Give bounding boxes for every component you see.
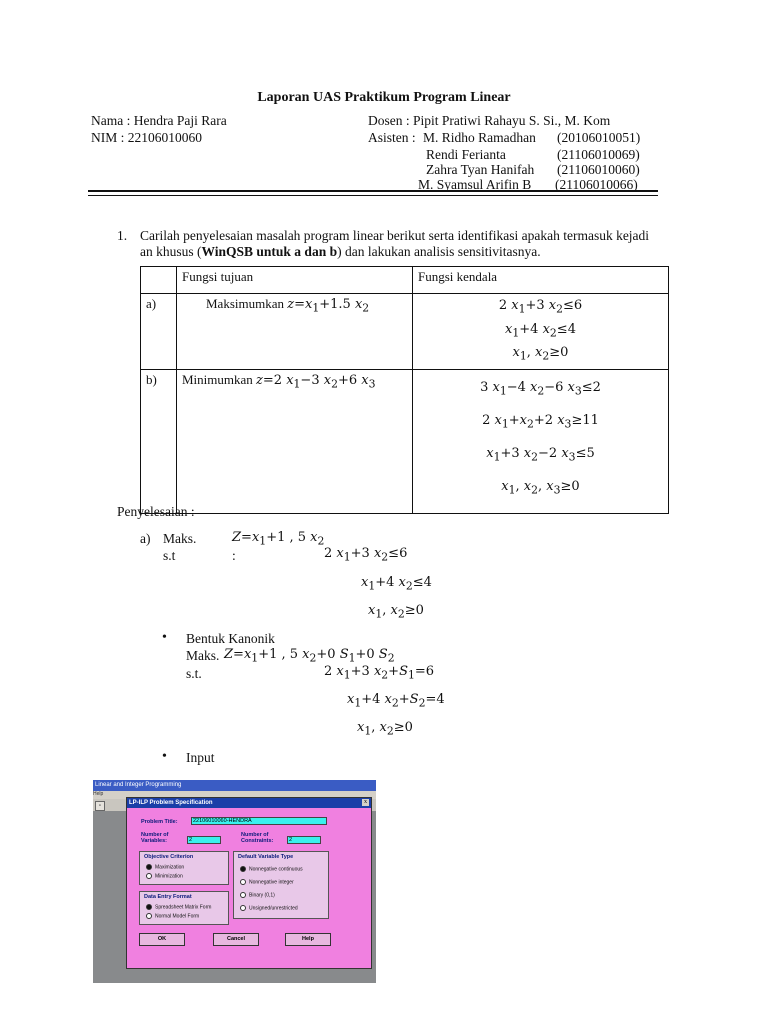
row-a-constraints: 2 $x_1+3$ $x_2\le 6$ $x_1+4$ $x_2\le 4$ $x_1$, $x_2\ge 0$ xyxy=(413,294,669,370)
menu-bar[interactable]: Help xyxy=(93,791,376,799)
problem-title-label: Problem Title: xyxy=(141,819,178,825)
question-line-1: Carilah penyelesaian masalah program linear berikut serta identifikasi apakah termasuk kejadi xyxy=(140,228,650,243)
canonical-constraint-1: 2 $x_1+3$ $x_2+S_1=6$ xyxy=(324,664,435,682)
radio-binary[interactable]: Binary (0,1) xyxy=(240,892,275,898)
dialog-title: LP-ILP Problem Specification xyxy=(127,798,371,808)
part-a-label: a) xyxy=(140,531,151,546)
radio-icon xyxy=(240,892,246,898)
table-corner xyxy=(141,267,177,294)
data-entry-label: Data Entry Format xyxy=(144,894,192,900)
num-constraints-label: Number of Constraints: xyxy=(241,832,274,844)
question-number: 1. xyxy=(117,228,128,243)
help-button[interactable]: Help xyxy=(285,933,331,946)
header-rule-thick xyxy=(88,190,658,192)
document-title: Laporan UAS Praktikum Program Linear xyxy=(257,90,511,105)
bullet-input: Input xyxy=(186,750,215,765)
student-nim: NIM : 22106010060 xyxy=(91,130,202,145)
problem-table xyxy=(140,266,669,514)
radio-nonneg-continuous[interactable]: Nonnegative continuous xyxy=(240,866,303,872)
bullet-canonical: Bentuk Kanonik xyxy=(186,631,275,646)
assistant-name: M. Syamsul Arifin B xyxy=(418,177,532,192)
constraint-2: $x_1+4$ $x_2\le 4$ xyxy=(361,575,432,593)
radio-selected-icon xyxy=(146,904,152,910)
canonical-nonneg: $x_1$, $x_2\ge 0$ xyxy=(357,720,413,738)
row-a-objective: Maksimumkan $z=x_1+1.5$ $x_2$ xyxy=(177,294,413,370)
cancel-button[interactable]: Cancel xyxy=(213,933,259,946)
st-colon: : xyxy=(232,548,236,563)
lecturer: Dosen : Pipit Pratiwi Rahayu S. Si., M. Kom xyxy=(368,113,611,128)
radio-icon xyxy=(240,879,246,885)
header-objective: Fungsi tujuan xyxy=(177,267,413,294)
close-icon[interactable]: x xyxy=(364,799,367,805)
num-variables-label: Number of Variables: xyxy=(141,832,169,844)
problem-title-input[interactable]: 22106010060-HENDRA xyxy=(191,817,327,825)
radio-minimization[interactable]: Minimization xyxy=(146,873,183,879)
objective-canonical: $Z=x_1+1$ , 5 $x_2+0$ $S_1+0$ $S_2$ xyxy=(224,647,395,665)
num-variables-input[interactable]: 2 xyxy=(187,836,221,844)
radio-spreadsheet[interactable]: Spreadsheet Matrix Form xyxy=(146,904,211,910)
st-label-2: s.t. xyxy=(186,666,202,681)
radio-icon xyxy=(240,905,246,911)
assistant-name: Rendi Ferianta xyxy=(426,147,506,162)
maks-label-2: Maks. xyxy=(186,648,220,663)
radio-maximization[interactable]: Maximization xyxy=(146,864,184,870)
solution-heading: Penyelesaian : xyxy=(117,504,195,519)
radio-nonneg-integer[interactable]: Nonnegative integer xyxy=(240,879,294,885)
bullet-icon: • xyxy=(162,749,167,764)
student-name: Nama : Hendra Paji Rara xyxy=(91,113,227,128)
radio-icon xyxy=(146,873,152,879)
objective-label: Objective Criterion xyxy=(144,854,194,860)
assistant-id: (21106010066) xyxy=(555,177,638,192)
row-b-objective: Minimumkan z=2 $x_1-3$ $x_2+6$ $x_3$ xyxy=(177,369,413,513)
row-a-label: a) xyxy=(141,294,177,370)
radio-selected-icon xyxy=(146,864,152,870)
radio-selected-icon xyxy=(240,866,246,872)
app-title-bar: Linear and Integer Programming xyxy=(93,780,376,791)
bullet-icon: • xyxy=(162,630,167,645)
assistant-id: (20106010051) xyxy=(557,130,641,145)
question-line-2: an khusus (WinQSB untuk a dan b) dan lakukan analisis sensitivitasnya. xyxy=(140,244,541,259)
constraint-nonneg: $x_1$, $x_2\ge 0$ xyxy=(368,603,424,621)
constraint-1: 2 $x_1+3$ $x_2\le 6$ xyxy=(324,546,408,564)
row-b-constraints: 3 $x_1-4$ $x_2-6$ $x_3\le 2$ 2 $x_1+x_2+2$ $x_3\ge 11$ $x_1+3$ $x_2-2$ $x_3\le 5$ $x_1$, $x_2$, $x_3\ge 0$ xyxy=(413,369,669,513)
winqsb-screenshot xyxy=(93,780,376,983)
variable-type-label: Default Variable Type xyxy=(238,854,294,860)
assistant-label: Asisten : xyxy=(368,130,416,145)
lp-problem-dialog xyxy=(126,797,372,969)
header-constraints: Fungsi kendala xyxy=(413,267,669,294)
data-entry-group xyxy=(139,891,229,925)
header-rule-thin xyxy=(88,195,658,196)
objective-group xyxy=(139,851,229,885)
objective-a: $Z=x_1+1$ , 5 $x_2$ xyxy=(232,530,325,548)
assistant-name: Zahra Tyan Hanifah xyxy=(426,162,535,177)
assistant-name: M. Ridho Ramadhan xyxy=(423,130,536,145)
assistant-id: (21106010069) xyxy=(557,147,640,162)
new-file-icon[interactable]: ▫ xyxy=(95,801,105,811)
num-constraints-input[interactable]: 2 xyxy=(287,836,321,844)
assistant-id: (21106010060) xyxy=(557,162,640,177)
radio-icon xyxy=(146,913,152,919)
variable-type-group xyxy=(233,851,329,919)
maks-label: Maks. xyxy=(163,531,197,546)
radio-unsigned[interactable]: Unsigned/unrestricted xyxy=(240,905,298,911)
ok-button[interactable]: OK xyxy=(139,933,185,946)
canonical-constraint-2: $x_1+4$ $x_2+S_2=4$ xyxy=(347,692,445,710)
st-label: s.t xyxy=(163,548,176,563)
row-b-label: b) xyxy=(141,369,177,513)
radio-normal-model[interactable]: Normal Model Form xyxy=(146,913,199,919)
